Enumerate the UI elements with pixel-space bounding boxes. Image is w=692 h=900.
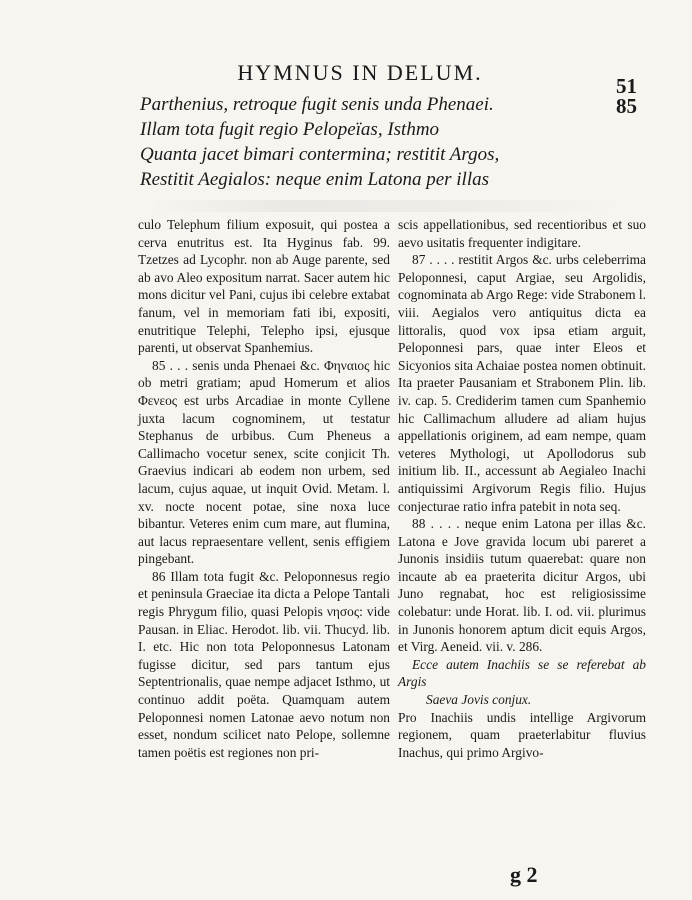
- verse-line: Restitit Aegialos: neque enim Latona per illas: [140, 169, 490, 190]
- quotation-line: Ecce autem Inachiis se se referebat ab Argis: [398, 656, 646, 690]
- commentary-paragraph: Pro Inachiis undis intellige Argivorum regionem, quam praeterlabitur fluvius Inachus, qui primo Argivo-: [398, 709, 646, 760]
- commentary-paragraph: 87 . . . . restitit Argos &c. urbs celeberrima Peloponnesi, caput Argiae, seu Argolidis, cognominata ab Argo Rege: vide Strabonem l. viii. Aegialos vero antiquitus dicta ea littoralis, quod vox ipsa etiam arguit, Peloponnesi pars, quae inter Eleos et Sicyonios sita Achaiae postea nomen obtinuit. Ita praeter Pausaniam et Strabonem Plin. lib. iv. cap. 5. Crediderim tamen cum Spanhemio hic Callimachum alludere ad aliam hujus appellationis originem, ad eam nempe, quam veteres Mythologi, ut Apollodorus sub initium lib. II., accessunt ab Aegialeo Inachi antiquissimi Argivorum Regis filio. Hujus conjecturae ratio infra patebit in nota seq.: [398, 252, 646, 514]
- commentary-paragraph: 88 . . . . neque enim Latona per illas &c. Latona e Jove gravida locum ubi pareret a Junonis insidiis tutum quaerebat: quare non incaute ab ea praeterita dicitur Argos, ubi Juno regnabat, hoc est religiosissime colebatur: unde Horat. lib. I. od. vii. plurimus in Junonis honorem aptum dicit equis Argos, et Virg. Aeneid. vii. v. 286.: [398, 516, 646, 655]
- commentary-left-column: [138, 216, 390, 761]
- catchword-signature: g 2: [510, 862, 538, 887]
- quotation-line: Saeva Jovis conjux.: [426, 692, 532, 708]
- verse-line: Illam tota fugit regio Pelopeïas, Isthmo: [140, 119, 440, 140]
- commentary-right-column: [398, 216, 646, 761]
- page-number: 51: [616, 74, 637, 98]
- commentary-paragraph: 86 Illam tota fugit &c. Peloponnesus regio et peninsula Graeciae ita dicta a Pelope Tantali regis Phrygum filio, quasi Pelopis νησος: vide Pausan. in Eliac. Herodot. lib. vii. Thucyd. lib. I. etc. Hic non tota Peloponnesus Latonam fugisse dicitur, sed pars tantum ejus Septentrionalis, quae nempe adjacet Isthmo, ut continuo addit poëta. Quamquam autem Peloponnesi nomen Latonae aevo notum non esset, nondum scilicet nato Pelope, sollemne tamen poëtis est regiones non pri-: [138, 568, 390, 760]
- commentary-paragraph: culo Telephum filium exposuit, qui postea a cerva enutritus est. Ita Hyginus fab. 99. Tzetzes ad Lycophr. non ab Auge parente, sed ab avo Aleo expositum narrat. Sacer autem hic mons dicitur vel Pani, cujus ibi celebre extabat fanum, vel in memoriam fati ibi, expositi, enutritique Telephi, Telepho ipsi, ejusque parenti, ut observat Spanhemius.: [138, 217, 390, 356]
- verse-line: Parthenius, retroque fugit senis unda Phenaei.: [140, 94, 494, 115]
- verse-block: [140, 92, 610, 192]
- ink-smudge: [150, 200, 620, 212]
- commentary-paragraph: scis appellationibus, sed recentioribus et suo aevo usitatis frequenter indigitare.: [398, 217, 646, 250]
- commentary-paragraph: 85 . . . senis unda Phenaei &c. Φηναιος hic ob metri gratiam; apud Homerum et alios Φενεος est urbs Arcadiae in monte Cyllene juxta lacum cognominem, ut testatur Stephanus de urbibus. Cum Pheneus a Callimacho vocetur senex, scite conjicit Th. Graevius indicari ab eodem non urbem, sed lacum, cujus aquae, ut inquit Ovid. Metam. l. xv. nocte nocent potae, sine noxa luce bibantur. Veteres enim cum mare, aut flumina, aut lacus repraesentare vellent, senis effigiem pingebant.: [138, 357, 390, 567]
- verse-line: Quanta jacet bimari contermina; restitit Argos,: [140, 144, 500, 165]
- page-number-alt: 85: [616, 94, 637, 118]
- running-head: HYMNUS IN DELUM.: [237, 60, 483, 85]
